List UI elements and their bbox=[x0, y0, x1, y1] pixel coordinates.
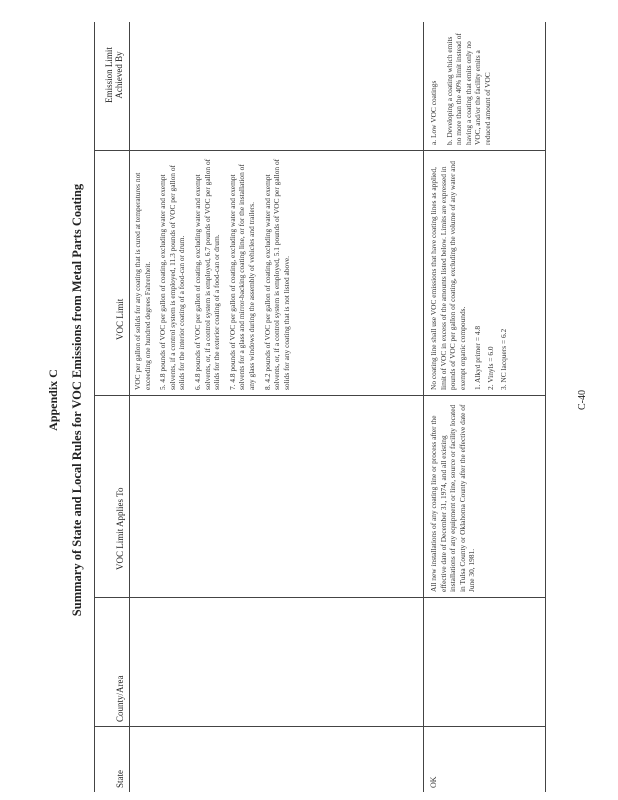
header-applies-to: VOC Limit Applies To bbox=[115, 487, 125, 570]
header-state: State bbox=[115, 770, 125, 788]
row-separator bbox=[423, 22, 424, 792]
list-item: 3. NC lacquers = 6.2 bbox=[498, 328, 508, 390]
emission-item: b. Developing a coating which emits no more than the 40% limit instead of having a coating that emits only no VOC, and/or the facility emits a reduced amount of VOC bbox=[444, 33, 492, 145]
row2-voc-limit bbox=[429, 158, 511, 390]
header-voc-limit: VOC Limit bbox=[115, 298, 125, 340]
header-county: County/Area bbox=[115, 675, 125, 722]
list-item: 2. Vinyls = 6.0 bbox=[485, 346, 495, 390]
table-top-rule bbox=[94, 22, 95, 792]
emission-item: a. Low VOC coatings bbox=[429, 80, 438, 145]
header-bottom-rule bbox=[129, 22, 130, 792]
limit-intro: No coating line shall use VOC emissions that have coating lines as applied, limit of VOC in excess of the amounts listed below. Limits are expressed in pounds of VOC per gallon of coating, excluding the volume of any water and exempt organic compounds. bbox=[429, 161, 467, 390]
column-divider bbox=[94, 150, 545, 151]
row2-emission-limit bbox=[429, 28, 499, 145]
limit-list bbox=[473, 158, 508, 390]
appendix-label: Appendix C bbox=[46, 369, 60, 431]
header-emission-limit: Emission Limit Achieved By bbox=[104, 47, 124, 103]
table-bottom-rule bbox=[545, 22, 546, 792]
row1-voc-limits bbox=[133, 158, 297, 390]
limit-paragraph: 8. 4.2 pounds of VOC per gallon of coating, excluding water and exempt solvents, or, if a control system is employed, 5.1 pounds of VOC per gallon of solids for any coating that is not listed above. bbox=[262, 158, 291, 390]
row2-applies-to: All new installations of any coating line or process after the effective date of December 31, 1974, and all existing installations of any equipment or line, source or facility located in Tulsa County or Oklahoma County after the effective date of June 30, 1981. bbox=[429, 404, 477, 592]
limit-paragraph: 5. 4.8 pounds of VOC per gallon of coating, excluding water and exempt solvents, if a control system is employed, 11.3 pounds of VOC per gallon of solids for the interior coating of a food-can or drum. bbox=[158, 165, 187, 390]
row2-state: OK bbox=[429, 776, 438, 788]
column-divider bbox=[94, 597, 545, 598]
page-number: C-40 bbox=[577, 390, 588, 410]
limit-paragraph: VOC per gallon of solids for any coating that is cured at temperatures not exceeding one hundred degrees Fahrenheit. bbox=[133, 172, 152, 390]
column-divider bbox=[94, 395, 545, 396]
document-title: Summary of State and Local Rules for VOC Emissions from Metal Parts Coating bbox=[70, 183, 84, 617]
column-divider bbox=[94, 726, 545, 727]
list-item: 1. Alkyd primer = 4.8 bbox=[473, 325, 483, 390]
limit-paragraph: 7. 4.8 pounds of VOC per gallon of coating, excluding water and exempt solvents for a glass and mirror-backing coating line, or for the installation of any glass windows during the assembly of vehicles and trailers. bbox=[227, 164, 256, 390]
limit-paragraph: 6. 4.8 pounds of VOC per gallon of coating, excluding water and exempt solvents, or, if a control system is employed, 6.7 pounds of VOC per gallon of solids for the exterior coating of a food-can or drum. bbox=[192, 158, 222, 390]
